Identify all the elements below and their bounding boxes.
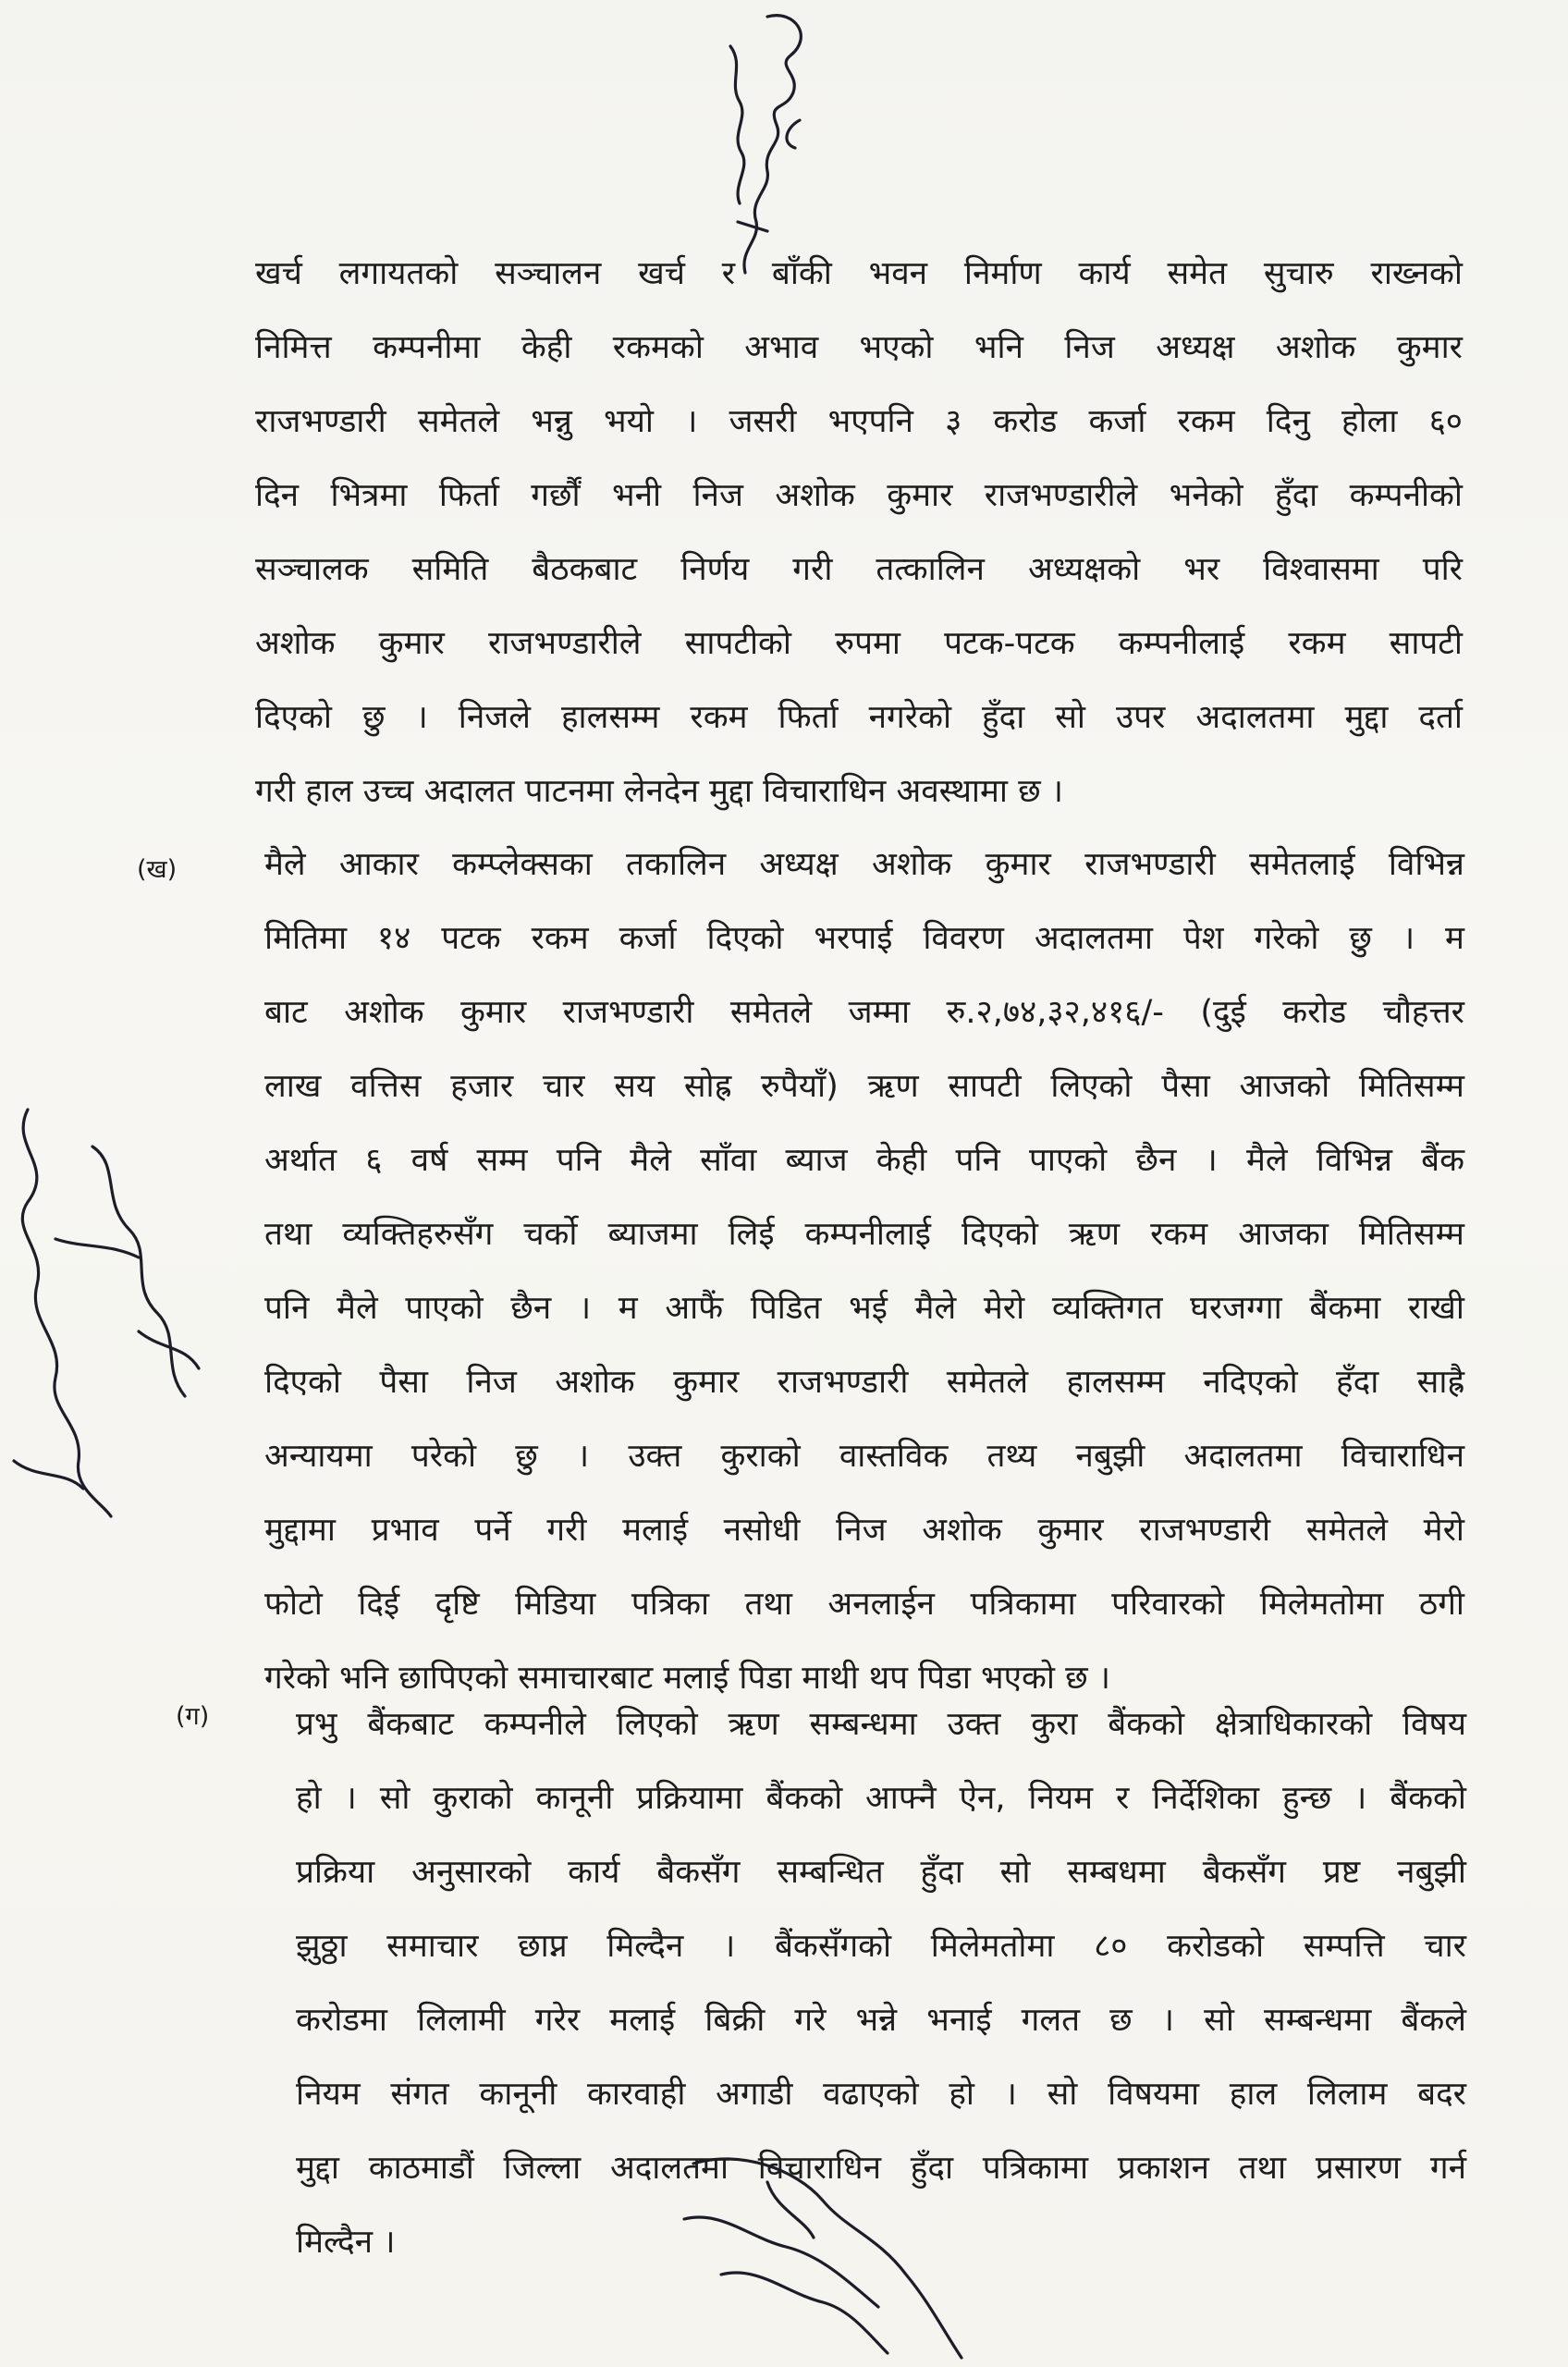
paragraph-marker-ga: (ग) <box>176 1702 210 1731</box>
text-line: अन्यायमा परेको छु । उक्त कुराको वास्तविक तथ्य नबुझी अदालतमा विचाराधिन <box>264 1438 1464 1475</box>
text-line: मुद्दा काठमाडौं जिल्ला अदालतमा विचाराधिन हुँदा पत्रिकामा प्रकाशन तथा प्रसारण गर्न <box>296 2150 1466 2187</box>
text-line: सञ्चालक समिति बैठकबाट निर्णय गरी तत्कालिन अध्यक्षको भर विश्वासमा परि <box>255 551 1463 588</box>
text-line: फोटो दिई दृष्टि मिडिया पत्रिका तथा अनलाईन पत्रिकामा परिवारको मिलेमतोमा ठगी <box>264 1586 1464 1623</box>
paragraph-marker-kha: (ख) <box>137 855 178 884</box>
paragraph-kha <box>264 828 1464 1715</box>
text-line: दिन भित्रमा फिर्ता गर्छौं भनी निज अशोक कुमार राजभण्डारीले भनेको हुँदा कम्पनीको <box>255 477 1463 514</box>
paragraph-continuation <box>255 237 1463 828</box>
text-line: करोडमा लिलामी गरेर मलाई बिक्री गरे भन्ने भनाई गलत छ । सो सम्बन्धमा बैंकले <box>296 2002 1466 2039</box>
text-line: अशोक कुमार राजभण्डारीले सापटीको रुपमा पटक-पटक कम्पनीलाई रकम सापटी <box>255 625 1463 662</box>
text-line: गरेको भनि छापिएको समाचारबाट मलाई पिडा माथी थप पिडा भएको छ । <box>264 1660 1110 1697</box>
paragraph-ga <box>296 1687 1466 2279</box>
text-line: हो । सो कुराको कानूनी प्रक्रियामा बैंकको आफ्नै ऐन, नियम र निर्देशिका हुन्छ । बैंकको <box>296 1780 1466 1817</box>
text-line: गरी हाल उच्च अदालत पाटनमा लेनदेन मुद्दा विचाराधिन अवस्थामा छ । <box>255 773 1064 810</box>
text-line: झुठ्ठा समाचार छाप्न मिल्दैन । बैंकसँगको मिलेमतोमा ८० करोडको सम्पत्ति चार <box>296 1928 1466 1965</box>
text-line: प्रक्रिया अनुसारको कार्य बैकसँग सम्बन्धित हुँदा सो सम्बधमा बैकसँग प्रष्ट नबुझी <box>296 1854 1466 1891</box>
text-line: दिएको पैसा निज अशोक कुमार राजभण्डारी समेतले हालसम्म नदिएको हँदा साह्रै <box>264 1364 1464 1401</box>
text-line: पनि मैले पाएको छैन । म आफैं पिडित भई मैले मेरो व्यक्तिगत घरजग्गा बैंकमा राखी <box>264 1290 1464 1327</box>
text-line: मितिमा १४ पटक रकम कर्जा दिएको भरपाई विवरण अदालतमा पेश गरेको छु । म <box>264 920 1464 957</box>
text-line: दिएको छु । निजले हालसम्म रकम फिर्ता नगरेको हुँदा सो उपर अदालतमा मुद्दा दर्ता <box>255 699 1463 736</box>
text-line: प्रभु बैंकबाट कम्पनीले लिएको ऋण सम्बन्धमा उक्त कुरा बैंकको क्षेत्राधिकारको विषय <box>296 1706 1466 1743</box>
text-line: बाट अशोक कुमार राजभण्डारी समेतले जम्मा रु.२,७४,३२,४१६/- (दुई करोड चौहत्तर <box>264 994 1464 1031</box>
text-line: खर्च लगायतको सञ्चालन खर्च र बाँकी भवन निर्माण कार्य समेत सुचारु राख्नको <box>255 255 1463 292</box>
text-line: अर्थात ६ वर्ष सम्म पनि मैले साँवा ब्याज केही पनि पाएको छैन । मैले विभिन्न बैंक <box>264 1142 1464 1179</box>
text-line: लाख वत्तिस हजार चार सय सोह्र रुपैयाँ) ऋण सापटी लिएको पैसा आजको मितिसम्म <box>264 1068 1464 1105</box>
text-line: मुद्दामा प्रभाव पर्ने गरी मलाई नसोधी निज अशोक कुमार राजभण्डारी समेतले मेरो <box>264 1512 1464 1549</box>
text-line: तथा व्यक्तिहरुसँग चर्को ब्याजमा लिई कम्पनीलाई दिएको ऋण रकम आजका मितिसम्म <box>264 1216 1464 1253</box>
text-line: मिल्दैन । <box>296 2224 396 2261</box>
text-line: नियम संगत कानूनी कारवाही अगाडी वढाएको हो । सो विषयमा हाल लिलाम बदर <box>296 2076 1466 2113</box>
text-line: निमित्त कम्पनीमा केही रकमको अभाव भएको भनि निज अध्यक्ष अशोक कुमार <box>255 329 1463 366</box>
signature-left-margin <box>0 1091 231 1526</box>
text-line: मैले आकार कम्प्लेक्सका तकालिन अध्यक्ष अशोक कुमार राजभण्डारी समेतलाई विभिन्न <box>264 846 1464 883</box>
text-line: राजभण्डारी समेतले भन्नु भयो । जसरी भएपनि ३ करोड कर्जा रकम दिनु होला ६० <box>255 403 1463 440</box>
